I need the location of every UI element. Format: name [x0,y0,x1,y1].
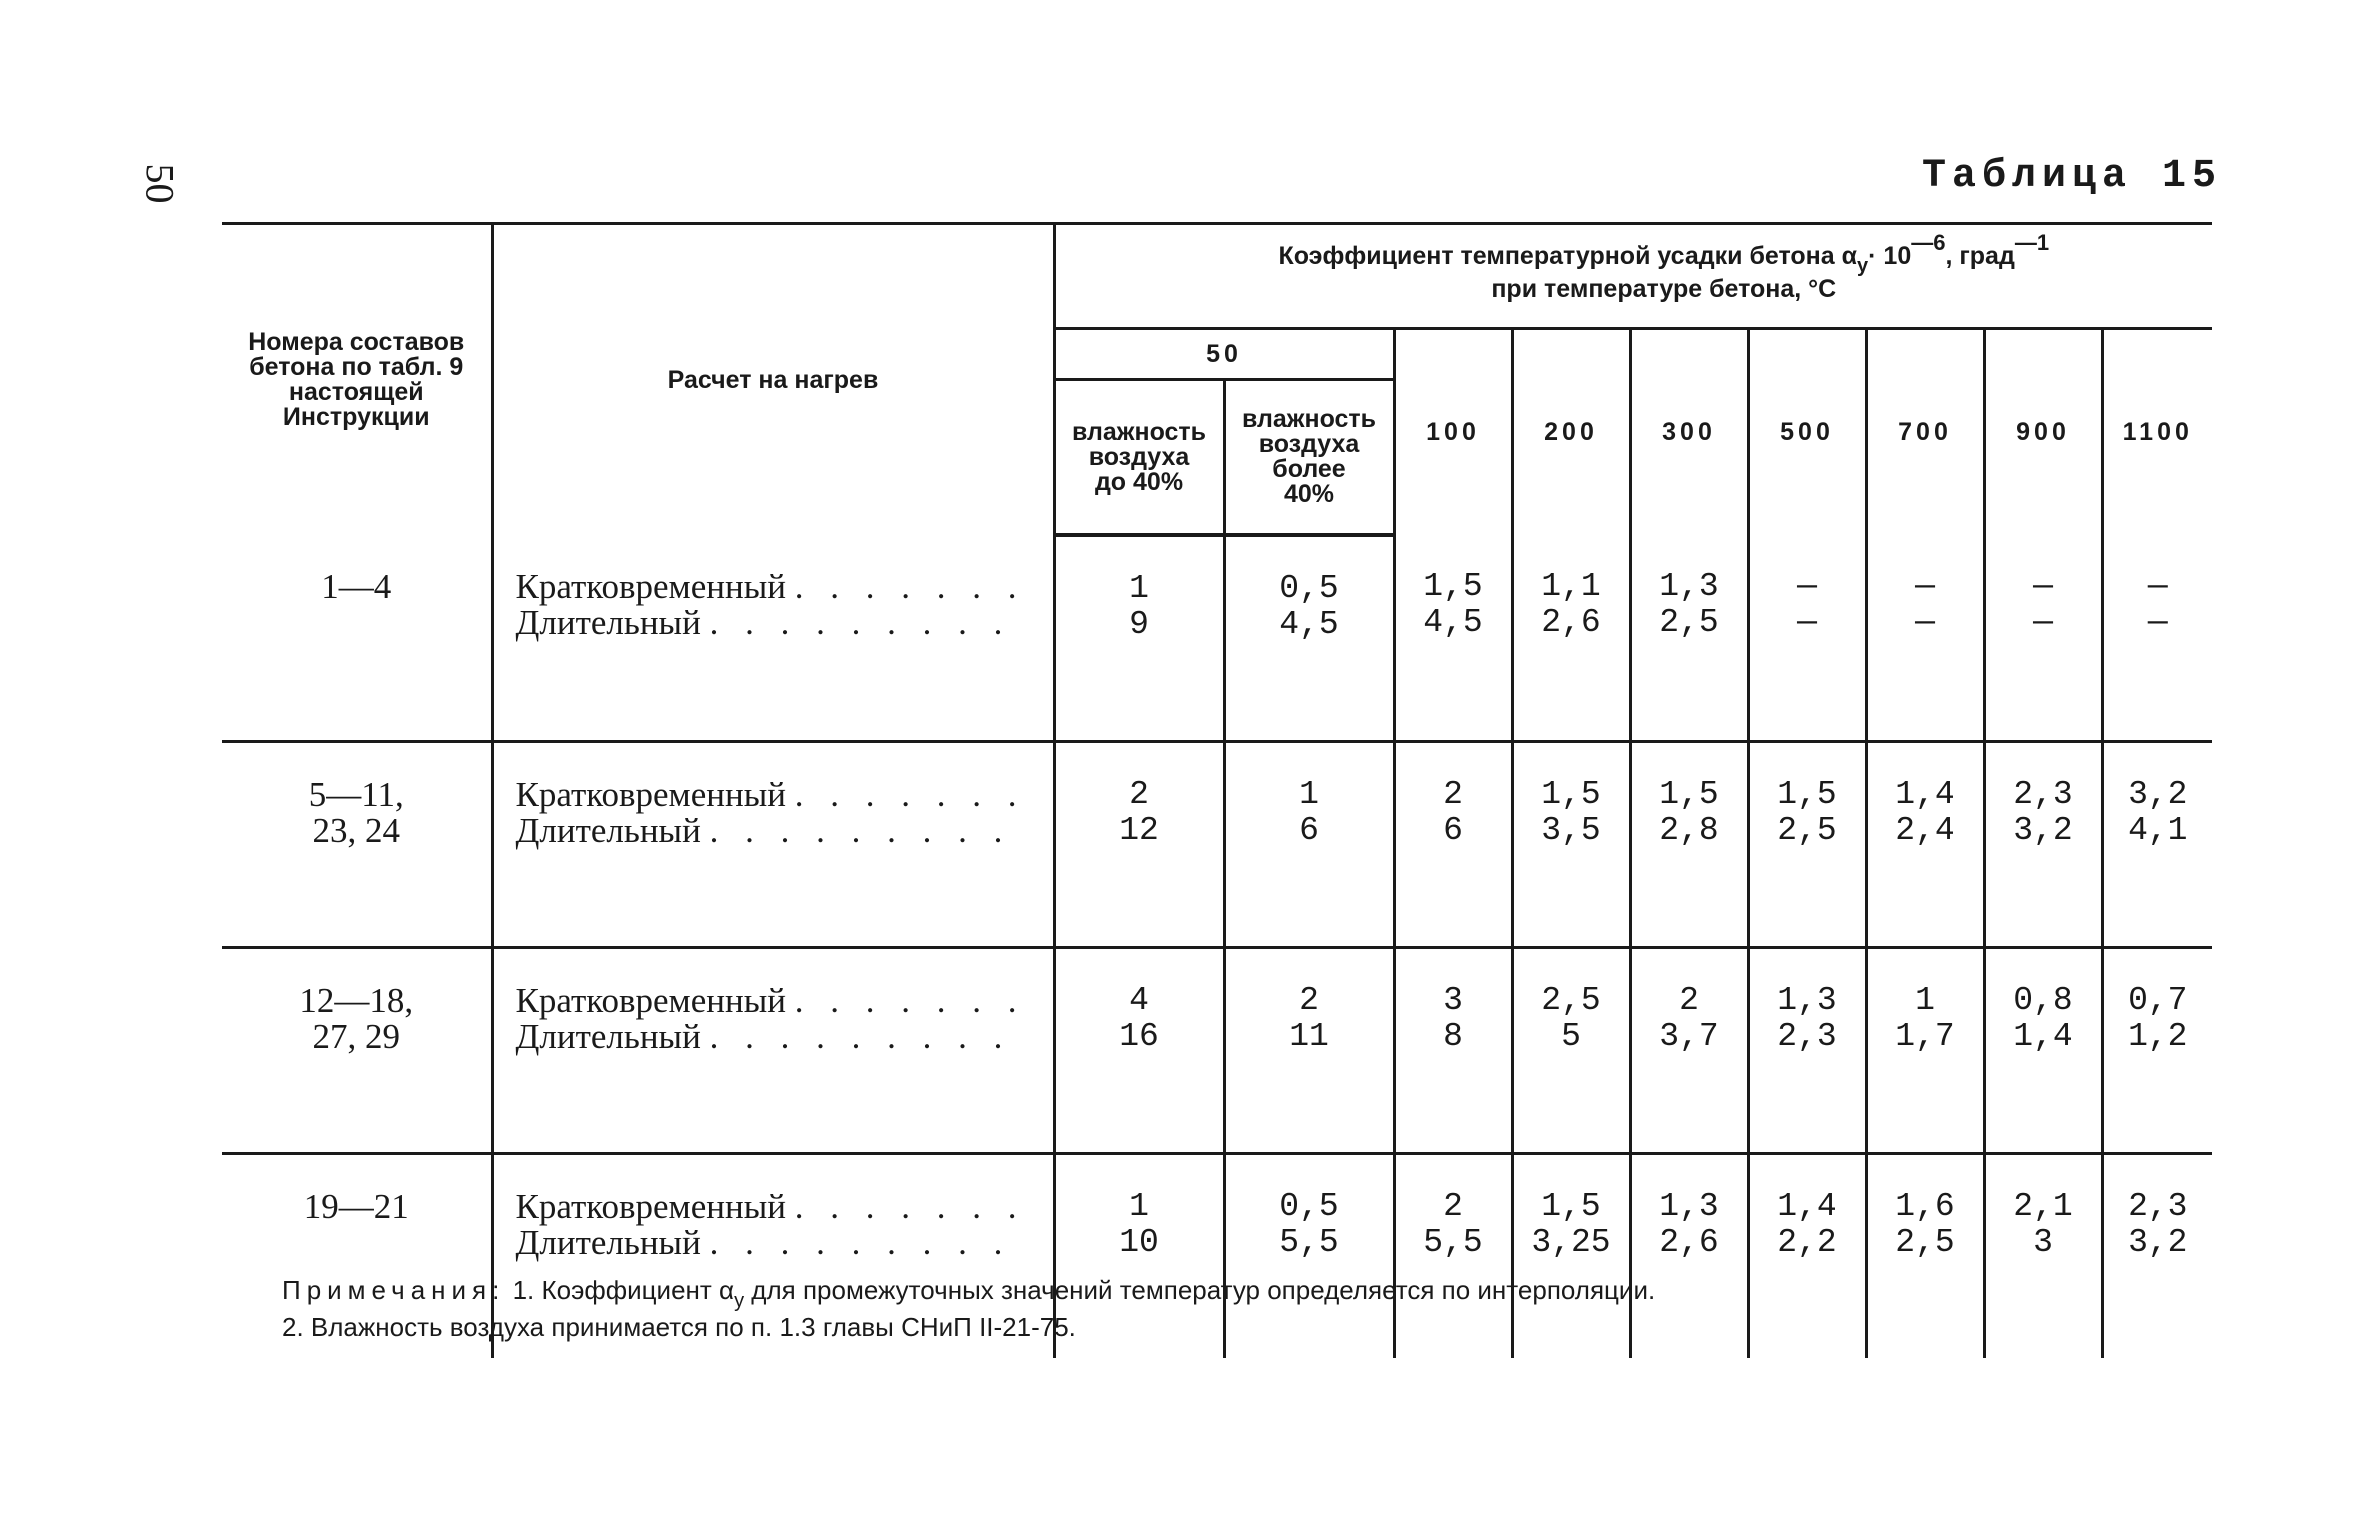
value-cell: 2,1 3 [1984,1154,2102,1359]
table-body [222,535,2212,1358]
value-cell: 2 3,7 [1630,948,1748,1154]
value-cell: 2,3 3,2 [2102,1154,2212,1359]
value-cell: 0,5 4,5 [1224,535,1394,742]
value-cell: — — [1984,535,2102,742]
header-humidity-low: влажность воздуха до 40% [1054,380,1224,536]
mix-number-cell: 12—18, 27, 29 [222,948,492,1154]
value-cell: 0,7 1,2 [2102,948,2212,1154]
header-temp-900: 900 [1984,329,2102,536]
header-temp-100: 100 [1394,329,1512,536]
value-cell: 1,3 2,6 [1630,1154,1748,1359]
value-cell: 1,5 3,5 [1512,742,1630,948]
value-cell: 3,2 4,1 [2102,742,2212,948]
header-mix-number: Номера составов бетона по табл. 9 настоящей Инструкции [222,224,492,536]
shrinkage-coefficient-table [222,222,2212,1358]
calc-type-label: Кратковременный . . . . . . . [515,981,1026,1020]
value-cell: 0,8 1,4 [1984,948,2102,1154]
header-temp-1100: 1100 [2102,329,2212,536]
calc-type-label: Кратковременный . . . . . . . [515,1187,1026,1226]
header-temp-500: 500 [1748,329,1866,536]
calc-type-label: Длительный . . . . . . . . . [515,811,1012,850]
header-temp-50: 50 [1054,329,1394,380]
calc-type-label: Кратковременный . . . . . . . [515,775,1026,814]
note-1: Примечания: 1. Коэффициент $\alpha_у$ для промежуточных значений температур определяется по интерполяции. [282,1275,1656,1312]
heating-calc-cell [492,535,1054,742]
heating-calc-cell [492,742,1054,948]
mix-number-cell: 5—11, 23, 24 [222,742,492,948]
value-cell: — — [2102,535,2212,742]
value-cell: 1,5 2,5 [1748,742,1866,948]
note-2: 2. Влажность воздуха принимается по п. 1.3 главы СНиП II-21-75. [282,1312,1076,1342]
value-cell: 1,3 2,3 [1748,948,1866,1154]
value-cell: 1 9 [1054,535,1224,742]
header-temp-300: 300 [1630,329,1748,536]
value-cell: 4 16 [1054,948,1224,1154]
value-cell: 1,6 2,5 [1866,1154,1984,1359]
table-row [222,535,2212,742]
table-row [222,948,2212,1154]
value-cell: — — [1748,535,1866,742]
value-cell: 2 12 [1054,742,1224,948]
value-cell: 0,5 5,5 [1224,1154,1394,1359]
value-cell: 1,4 2,2 [1748,1154,1866,1359]
value-cell: 2,5 5 [1512,948,1630,1154]
calc-type-label: Длительный . . . . . . . . . [515,603,1012,642]
table-caption: Таблица 15 [1921,154,2222,199]
page-number: 50 [137,163,183,204]
value-cell: — — [1866,535,1984,742]
header-humidity-high: влажность воздуха более 40% [1224,380,1394,536]
mix-number-cell: 1—4 [321,567,392,606]
mix-number-cell: 19—21 [222,1154,492,1359]
value-cell: 1,1 2,6 [1512,535,1630,742]
heating-calc-cell [492,948,1054,1154]
value-cell: 3 8 [1394,948,1512,1154]
value-cell: 1,5 3,25 [1512,1154,1630,1359]
value-cell: 1 6 [1224,742,1394,948]
header-temp-700: 700 [1866,329,1984,536]
table-row [222,742,2212,948]
calc-type-label: Длительный . . . . . . . . . [515,1017,1012,1056]
value-cell: 2 11 [1224,948,1394,1154]
header-temp-200: 200 [1512,329,1630,536]
header-coefficient: Коэффициент температурной усадки бетона $\alpha_у\cdot$ 10—6, град—1 при температуре бетона, °С [1054,224,2212,329]
value-cell: 2,3 3,2 [1984,742,2102,948]
calc-type-label: Кратковременный . . . . . . . [515,567,1026,606]
notes [282,1273,1655,1344]
value-cell: 1 1,7 [1866,948,1984,1154]
value-cell: 1,3 2,5 [1630,535,1748,742]
value-cell: 1,4 2,4 [1866,742,1984,948]
calc-type-label: Длительный . . . . . . . . . [515,1223,1012,1262]
value-cell: 2 6 [1394,742,1512,948]
value-cell: 1 10 [1054,1154,1224,1359]
header-heating-calc: Расчет на нагрев [492,224,1054,536]
value-cell: 1,5 2,8 [1630,742,1748,948]
value-cell: 2 5,5 [1394,1154,1512,1359]
value-cell: 1,5 4,5 [1394,535,1512,742]
